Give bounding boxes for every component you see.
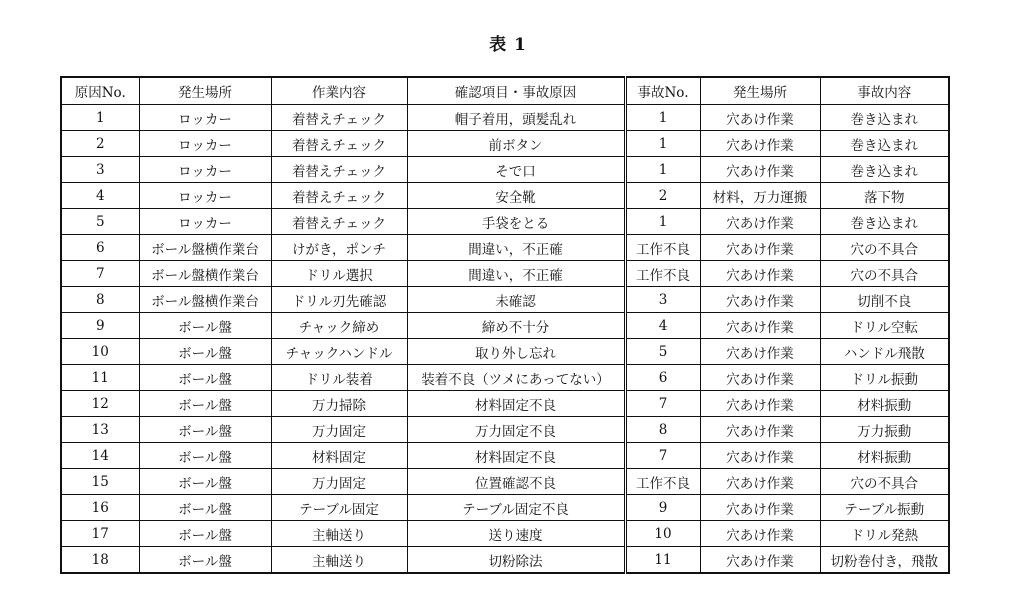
accident-no-cell: 1: [625, 131, 700, 157]
location-cell: ボール盤: [139, 391, 271, 417]
location-cell: ボール盤横作業台: [139, 287, 271, 313]
accident-location-cell: 穴あけ作業: [700, 313, 820, 339]
accident-no-cell: 9: [625, 495, 700, 521]
table-row: [61, 417, 949, 443]
check-item-cell: 間違い，不正確: [407, 235, 625, 261]
cause-no-cell: 9: [61, 313, 139, 339]
header-check-item: 確認項目・事故原因: [407, 77, 625, 105]
check-item-cell: 切粉除法: [407, 547, 625, 574]
table-row: [61, 365, 949, 391]
accident-content-cell: 材料振動: [820, 391, 949, 417]
table-row: [61, 131, 949, 157]
accident-location-cell: 穴あけ作業: [700, 495, 820, 521]
work-content-cell: チャック締め: [271, 313, 407, 339]
location-cell: ロッカー: [139, 183, 271, 209]
work-content-cell: テーブル固定: [271, 495, 407, 521]
accident-location-cell: 穴あけ作業: [700, 261, 820, 287]
work-content-cell: 着替えチェック: [271, 209, 407, 235]
check-item-cell: 帽子着用，頭髪乱れ: [407, 105, 625, 131]
location-cell: ボール盤横作業台: [139, 261, 271, 287]
accident-no-cell: 2: [625, 183, 700, 209]
cause-no-cell: 8: [61, 287, 139, 313]
table-row: [61, 521, 949, 547]
cause-accident-table: [60, 76, 950, 574]
accident-content-cell: 巻き込まれ: [820, 105, 949, 131]
location-cell: ボール盤: [139, 417, 271, 443]
cause-no-cell: 1: [61, 105, 139, 131]
accident-no-cell: 7: [625, 443, 700, 469]
accident-content-cell: ドリル発熱: [820, 521, 949, 547]
header-location: 発生場所: [139, 77, 271, 105]
work-content-cell: チャックハンドル: [271, 339, 407, 365]
table-row: [61, 209, 949, 235]
accident-location-cell: 穴あけ作業: [700, 443, 820, 469]
header-accident-content: 事故内容: [820, 77, 949, 105]
accident-content-cell: 穴の不具合: [820, 235, 949, 261]
check-item-cell: 安全靴: [407, 183, 625, 209]
location-cell: ボール盤: [139, 313, 271, 339]
accident-no-cell: 工作不良: [625, 235, 700, 261]
accident-no-cell: 工作不良: [625, 261, 700, 287]
work-content-cell: ドリル刃先確認: [271, 287, 407, 313]
work-content-cell: ドリル装着: [271, 365, 407, 391]
check-item-cell: 取り外し忘れ: [407, 339, 625, 365]
cause-no-cell: 12: [61, 391, 139, 417]
cause-no-cell: 2: [61, 131, 139, 157]
accident-no-cell: 4: [625, 313, 700, 339]
work-content-cell: 万力固定: [271, 417, 407, 443]
location-cell: ボール盤: [139, 521, 271, 547]
cause-no-cell: 14: [61, 443, 139, 469]
table-container: [60, 76, 950, 574]
cause-no-cell: 17: [61, 521, 139, 547]
accident-location-cell: 穴あけ作業: [700, 521, 820, 547]
location-cell: ボール盤横作業台: [139, 235, 271, 261]
accident-no-cell: 5: [625, 339, 700, 365]
accident-content-cell: 穴の不具合: [820, 469, 949, 495]
accident-no-cell: 1: [625, 157, 700, 183]
check-item-cell: 万力固定不良: [407, 417, 625, 443]
work-content-cell: 主軸送り: [271, 521, 407, 547]
accident-no-cell: 3: [625, 287, 700, 313]
accident-location-cell: 穴あけ作業: [700, 287, 820, 313]
location-cell: ボール盤: [139, 365, 271, 391]
accident-content-cell: 切削不良: [820, 287, 949, 313]
work-content-cell: 主軸送り: [271, 547, 407, 574]
accident-no-cell: 11: [625, 547, 700, 574]
location-cell: ロッカー: [139, 209, 271, 235]
cause-no-cell: 18: [61, 547, 139, 574]
cause-no-cell: 3: [61, 157, 139, 183]
cause-no-cell: 7: [61, 261, 139, 287]
location-cell: ロッカー: [139, 131, 271, 157]
check-item-cell: そで口: [407, 157, 625, 183]
accident-content-cell: 巻き込まれ: [820, 209, 949, 235]
work-content-cell: 着替えチェック: [271, 157, 407, 183]
table-row: [61, 313, 949, 339]
table-row: [61, 235, 949, 261]
accident-location-cell: 材料，万力運搬: [700, 183, 820, 209]
check-item-cell: 手袋をとる: [407, 209, 625, 235]
location-cell: ロッカー: [139, 157, 271, 183]
cause-no-cell: 15: [61, 469, 139, 495]
accident-content-cell: 巻き込まれ: [820, 131, 949, 157]
table-row: [61, 105, 949, 131]
location-cell: ロッカー: [139, 105, 271, 131]
accident-location-cell: 穴あけ作業: [700, 235, 820, 261]
work-content-cell: 着替えチェック: [271, 105, 407, 131]
work-content-cell: 着替えチェック: [271, 183, 407, 209]
accident-content-cell: 材料振動: [820, 443, 949, 469]
accident-location-cell: 穴あけ作業: [700, 131, 820, 157]
table-row: [61, 391, 949, 417]
accident-no-cell: 1: [625, 105, 700, 131]
table-row: [61, 287, 949, 313]
table-row: [61, 157, 949, 183]
accident-location-cell: 穴あけ作業: [700, 469, 820, 495]
header-accident-no: 事故No.: [625, 77, 700, 105]
location-cell: ボール盤: [139, 339, 271, 365]
location-cell: ボール盤: [139, 547, 271, 574]
accident-location-cell: 穴あけ作業: [700, 391, 820, 417]
check-item-cell: 前ボタン: [407, 131, 625, 157]
check-item-cell: 未確認: [407, 287, 625, 313]
accident-location-cell: 穴あけ作業: [700, 339, 820, 365]
accident-location-cell: 穴あけ作業: [700, 365, 820, 391]
check-item-cell: 材料固定不良: [407, 391, 625, 417]
table-row: [61, 339, 949, 365]
table-row: [61, 261, 949, 287]
work-content-cell: けがき，ポンチ: [271, 235, 407, 261]
table-body: [61, 105, 949, 574]
accident-content-cell: ドリル空転: [820, 313, 949, 339]
accident-content-cell: ハンドル飛散: [820, 339, 949, 365]
location-cell: ボール盤: [139, 469, 271, 495]
work-content-cell: 材料固定: [271, 443, 407, 469]
table-row: [61, 547, 949, 574]
accident-content-cell: テーブル振動: [820, 495, 949, 521]
accident-location-cell: 穴あけ作業: [700, 547, 820, 574]
accident-content-cell: 穴の不具合: [820, 261, 949, 287]
location-cell: ボール盤: [139, 495, 271, 521]
page-title: 表 1: [489, 35, 527, 55]
cause-no-cell: 4: [61, 183, 139, 209]
accident-location-cell: 穴あけ作業: [700, 417, 820, 443]
accident-content-cell: 切粉巻付き，飛散: [820, 547, 949, 574]
table-header-row: [61, 77, 949, 105]
header-cause-no: 原因No.: [61, 77, 139, 105]
accident-location-cell: 穴あけ作業: [700, 157, 820, 183]
location-cell: ボール盤: [139, 443, 271, 469]
header-work-content: 作業内容: [271, 77, 407, 105]
check-item-cell: テーブル固定不良: [407, 495, 625, 521]
check-item-cell: 装着不良（ツメにあってない）: [407, 365, 625, 391]
cause-no-cell: 10: [61, 339, 139, 365]
work-content-cell: ドリル選択: [271, 261, 407, 287]
accident-location-cell: 穴あけ作業: [700, 209, 820, 235]
work-content-cell: 万力掃除: [271, 391, 407, 417]
accident-location-cell: 穴あけ作業: [700, 105, 820, 131]
accident-no-cell: 1: [625, 209, 700, 235]
table-row: [61, 495, 949, 521]
accident-content-cell: 落下物: [820, 183, 949, 209]
cause-no-cell: 11: [61, 365, 139, 391]
accident-no-cell: 工作不良: [625, 469, 700, 495]
header-accident-location: 発生場所: [700, 77, 820, 105]
accident-no-cell: 6: [625, 365, 700, 391]
table-row: [61, 183, 949, 209]
work-content-cell: 着替えチェック: [271, 131, 407, 157]
accident-no-cell: 10: [625, 521, 700, 547]
cause-no-cell: 6: [61, 235, 139, 261]
cause-no-cell: 5: [61, 209, 139, 235]
check-item-cell: 位置確認不良: [407, 469, 625, 495]
check-item-cell: 締め不十分: [407, 313, 625, 339]
work-content-cell: 万力固定: [271, 469, 407, 495]
check-item-cell: 間違い，不正確: [407, 261, 625, 287]
check-item-cell: 送り速度: [407, 521, 625, 547]
cause-no-cell: 13: [61, 417, 139, 443]
accident-content-cell: 巻き込まれ: [820, 157, 949, 183]
table-row: [61, 443, 949, 469]
table-row: [61, 469, 949, 495]
cause-no-cell: 16: [61, 495, 139, 521]
accident-content-cell: ドリル振動: [820, 365, 949, 391]
accident-content-cell: 万力振動: [820, 417, 949, 443]
accident-no-cell: 8: [625, 417, 700, 443]
check-item-cell: 材料固定不良: [407, 443, 625, 469]
accident-no-cell: 7: [625, 391, 700, 417]
